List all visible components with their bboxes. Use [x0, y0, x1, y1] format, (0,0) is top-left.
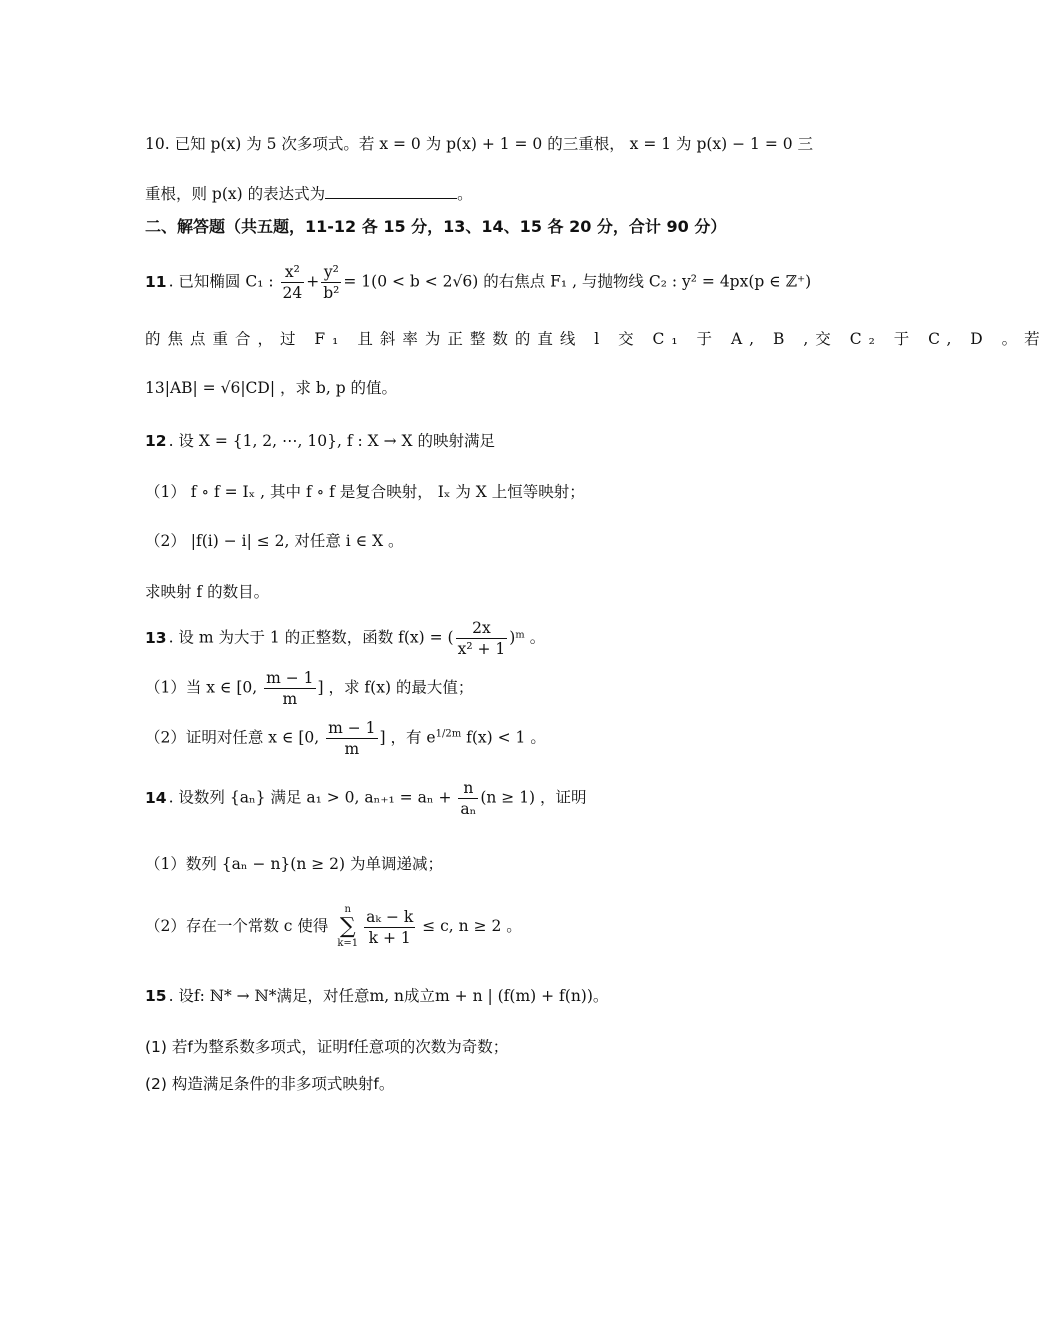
q11-fraction-2 [321, 262, 341, 303]
q11-fraction-1 [281, 262, 305, 303]
q15-text: . 设f: ℕ* → ℕ*满足，对任意m, n成立m + n | (f(m) + f(n))。 [168, 987, 609, 1005]
fraction-numerator: 2x [456, 618, 508, 639]
q14-part2-text-b: ≤ c, n ≥ 2 。 [417, 917, 522, 935]
q11-text-a: . 已知椭圆 C₁ : [168, 272, 279, 291]
q14-part2 [145, 904, 810, 950]
q13-text-a: . 设 m 为大于 1 的正整数，函数 f(x) = ( [168, 628, 454, 647]
q11-line1 [145, 262, 810, 303]
fraction-numerator: m − 1 [266, 669, 314, 687]
q11-number: 11 [145, 272, 167, 291]
q14-number: 14 [145, 788, 167, 807]
fraction-denominator: aₙ [460, 800, 477, 818]
q13-part2-text-b: ] ，有 e [379, 728, 436, 747]
exponent: 1/2m [435, 728, 462, 740]
section-title: 二、解答题（共五题，11-12 各 15 分，13、14、15 各 20 分，合计 90 分） [145, 217, 727, 236]
q10-line2 [145, 183, 810, 205]
q13-part1 [145, 668, 810, 709]
q10-text-pre: 重根，则 p(x) 的表达式为 [145, 185, 326, 203]
fraction-denominator: b² [323, 284, 340, 302]
q13-part1-text-b: ] ，求 f(x) 的最大值； [317, 678, 474, 697]
q15-number: 15 [145, 987, 167, 1005]
q12-cond2-text: （2） |f(i) − i| ≤ 2, 对任意 i ∈ X 。 [145, 532, 404, 550]
q12-ask [145, 581, 810, 603]
q13-part1-text-a: （1）当 x ∈ [0, [145, 678, 263, 697]
fraction-numerator: m − 1 [328, 719, 376, 737]
fraction-denominator: m [344, 740, 360, 758]
fraction-numerator: x² [281, 262, 305, 283]
fraction-denominator: 24 [282, 284, 303, 302]
fraction-numerator: aₖ − k [366, 907, 414, 926]
q12-text: . 设 X = {1, 2, ⋯, 10}, f : X → X 的映射满足 [168, 432, 495, 450]
q15-part2-text: (2) 构造满足条件的非多项式映射f。 [145, 1075, 395, 1093]
q13-part2-text-a: （2）证明对任意 x ∈ [0, [145, 728, 325, 747]
plus-sign: + [306, 272, 320, 291]
q13-part1-fraction [264, 668, 315, 709]
q15-line1 [145, 985, 810, 1007]
q13-part2 [145, 718, 810, 759]
q10-text-post: 。 [457, 185, 473, 203]
q15-part1 [145, 1036, 810, 1058]
q14-fraction [458, 778, 478, 819]
q11-text-b: = 1(0 < b < 2√6) 的右焦点 F₁ , 与抛物线 C₂ : y² = 4px(p ∈ ℤ⁺) [343, 272, 812, 291]
q12-line1 [145, 430, 810, 452]
section-heading [145, 216, 810, 238]
q15-part1-text: (1) 若f为整系数多项式，证明f任意项的次数为奇数； [145, 1038, 509, 1056]
q13-number: 13 [145, 628, 167, 647]
q12-number: 12 [145, 432, 167, 450]
q14-part2-fraction [364, 907, 415, 948]
fraction-denominator: x² + 1 [457, 640, 506, 658]
q15-part2 [145, 1073, 810, 1095]
q14-text-b: (n ≥ 1) ，证明 [480, 788, 587, 807]
q10-line1 [145, 133, 814, 155]
sum-sign: ∑ [339, 914, 356, 939]
q11-text-line2: 的焦点重合，过 F₁ 且斜率为正整数的直线 l 交 C₁ 于 A, B ,交 C₂ 于 C, D 。若 [145, 330, 1047, 348]
q13-line1 [145, 618, 810, 659]
q12-condition-2 [145, 530, 810, 552]
summation [335, 904, 360, 950]
q14-text-a: . 设数列 {aₙ} 满足 a₁ > 0, aₙ₊₁ = aₙ + [168, 788, 457, 807]
fraction-numerator: y² [321, 262, 341, 283]
q11-text-line3: 13|AB| = √6|CD| ，求 b, p 的值。 [145, 379, 398, 397]
fraction-denominator: k + 1 [368, 928, 411, 947]
q13-part2-text-c: f(x) < 1 。 [461, 728, 546, 747]
q11-line3 [145, 377, 810, 399]
q13-part2-fraction [326, 718, 377, 759]
q14-part1 [145, 853, 810, 875]
q14-line1 [145, 778, 810, 819]
q13-text-b: )ᵐ 。 [509, 628, 546, 647]
fraction-numerator: n [458, 778, 478, 799]
fraction-denominator: m [282, 690, 298, 708]
q11-line2 [145, 328, 1047, 350]
q12-ask-text: 求映射 f 的数目。 [145, 583, 270, 601]
q12-condition-1 [145, 481, 810, 503]
q12-cond1-text: （1） f ∘ f = Iₓ , 其中 f ∘ f 是复合映射， Iₓ 为 X 上恒等映射； [145, 483, 585, 501]
q14-part2-text-a: （2）存在一个常数 c 使得 [145, 917, 334, 935]
answer-blank [325, 184, 457, 199]
q10-text: 10. 已知 p(x) 为 5 次多项式。若 x = 0 为 p(x) + 1 = 0 的三重根， x = 1 为 p(x) − 1 = 0 三 [145, 135, 814, 153]
sum-lower-limit: k=1 [337, 938, 359, 949]
q14-part1-text: （1）数列 {aₙ − n}(n ≥ 2) 为单调递减； [145, 855, 443, 873]
q13-fraction [456, 618, 508, 659]
sum-upper-limit: n [344, 904, 351, 915]
